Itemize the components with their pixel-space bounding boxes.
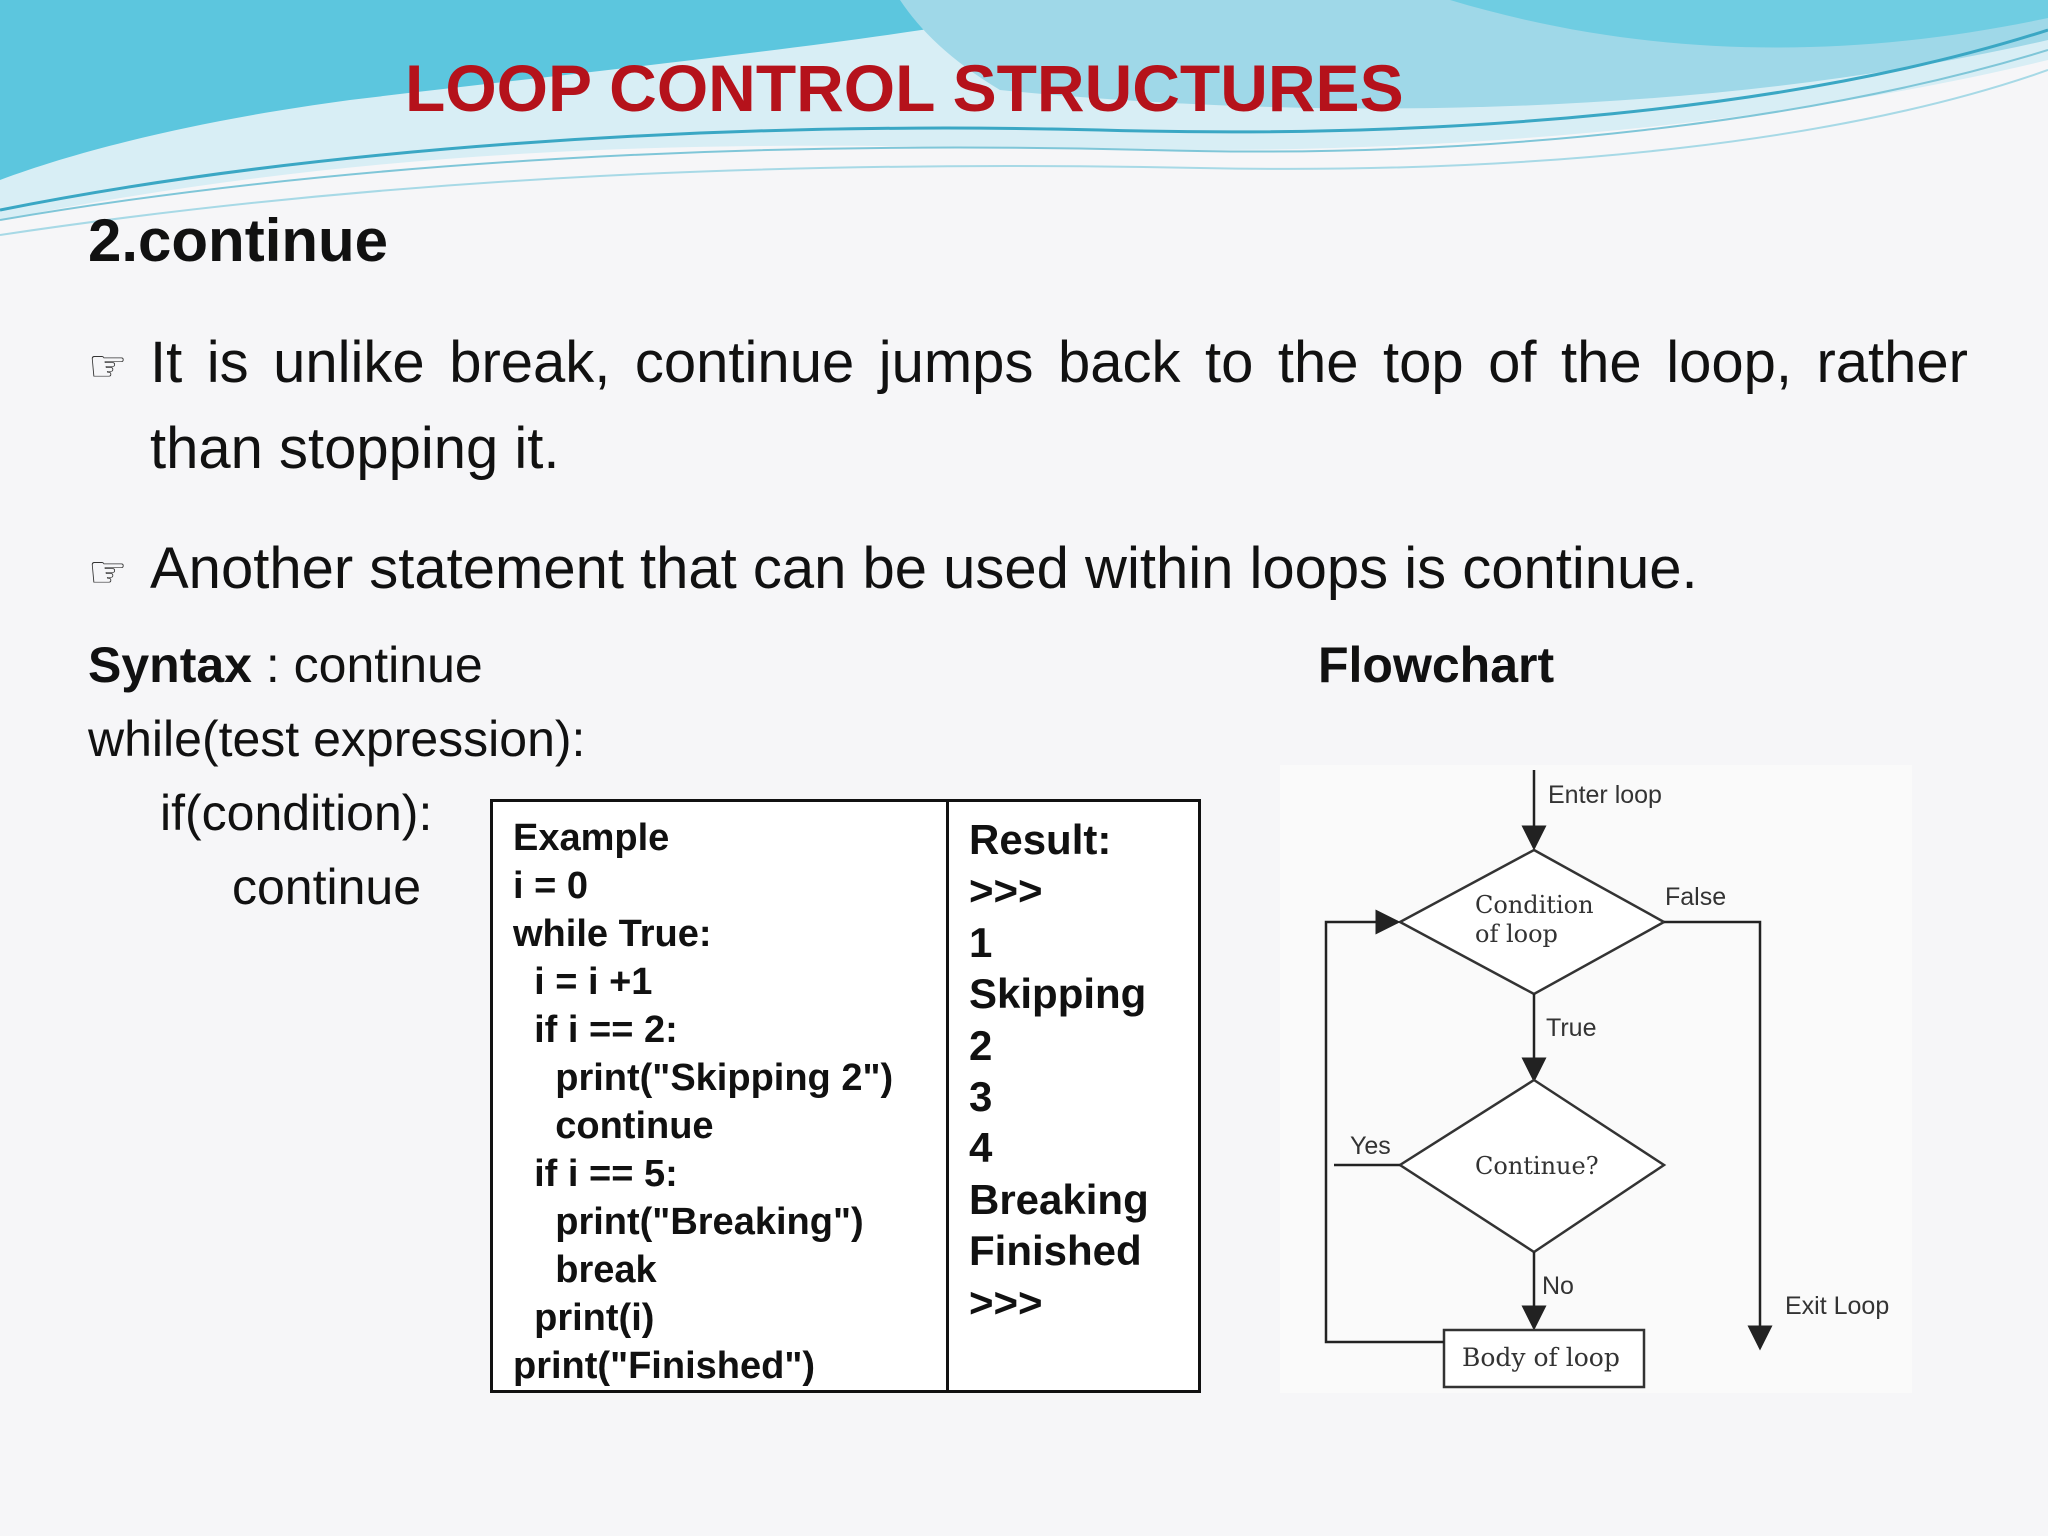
flowchart-diagram — [1280, 765, 1912, 1393]
code-line: if i == 5: — [513, 1153, 678, 1195]
code-line: while True: — [513, 913, 712, 955]
syntax-keyword: continue — [293, 637, 483, 693]
true-label: True — [1546, 1014, 1597, 1042]
continue-label: Continue? — [1475, 1152, 1599, 1180]
result-line: >>> — [969, 1278, 1043, 1326]
result-line: Breaking — [969, 1175, 1149, 1223]
result-line: Skipping — [969, 970, 1147, 1018]
code-line: print("Breaking") — [513, 1201, 864, 1243]
slide-title: LOOP CONTROL STRUCTURES — [405, 51, 1404, 125]
code-line: if i == 2: — [513, 1009, 678, 1051]
code-line: print(i) — [513, 1297, 655, 1339]
condition-label-line1: Condition — [1475, 891, 1594, 919]
example-table — [490, 799, 1201, 1393]
code-line: i = 0 — [513, 865, 588, 907]
bullet-item — [88, 526, 1968, 612]
result-line: >>> — [969, 867, 1043, 915]
bullet-item — [88, 320, 1968, 492]
code-line: print("Finished") — [513, 1345, 815, 1387]
code-line: print("Skipping 2") — [513, 1057, 894, 1099]
exit-loop-label: Exit Loop — [1785, 1292, 1890, 1320]
enter-loop-label: Enter loop — [1548, 781, 1662, 809]
flowchart-heading: Flowchart — [1318, 637, 1555, 693]
syntax-label-bold: Syntax — [88, 637, 252, 693]
result-line: 2 — [969, 1021, 993, 1069]
code-line: continue — [513, 1105, 714, 1147]
false-label: False — [1665, 883, 1727, 911]
body-of-loop-label: Body of loop — [1462, 1343, 1620, 1372]
example-result-column — [949, 802, 1198, 1390]
result-line: 1 — [969, 918, 993, 966]
example-code-column — [493, 802, 949, 1390]
syntax-separator: : — [251, 637, 294, 693]
pointing-hand-icon: ☞ — [88, 342, 128, 391]
bullet-text: Another statement that can be used within loops is continue. — [150, 536, 1698, 601]
code-line: i = i +1 — [513, 961, 653, 1003]
result-line: 3 — [969, 1072, 993, 1120]
syntax-line-if: if(condition): — [160, 785, 433, 841]
condition-label-line2: of loop — [1475, 920, 1558, 948]
slide-subtitle: 2.continue — [88, 207, 389, 274]
no-label: No — [1542, 1272, 1574, 1300]
result-line: 4 — [969, 1124, 993, 1172]
yes-label: Yes — [1350, 1132, 1391, 1160]
code-line: Example — [513, 817, 670, 859]
syntax-line-continue: continue — [232, 859, 422, 915]
syntax-label — [88, 636, 483, 694]
result-line: Result: — [969, 816, 1112, 863]
result-line: Finished — [969, 1227, 1142, 1275]
pointing-hand-icon: ☞ — [88, 548, 128, 597]
syntax-line-while: while(test expression): — [88, 711, 586, 767]
code-line: break — [513, 1249, 657, 1291]
bullet-text: It is unlike break, continue jumps back to the top of the loop, rather than stopping it. — [150, 330, 1968, 481]
